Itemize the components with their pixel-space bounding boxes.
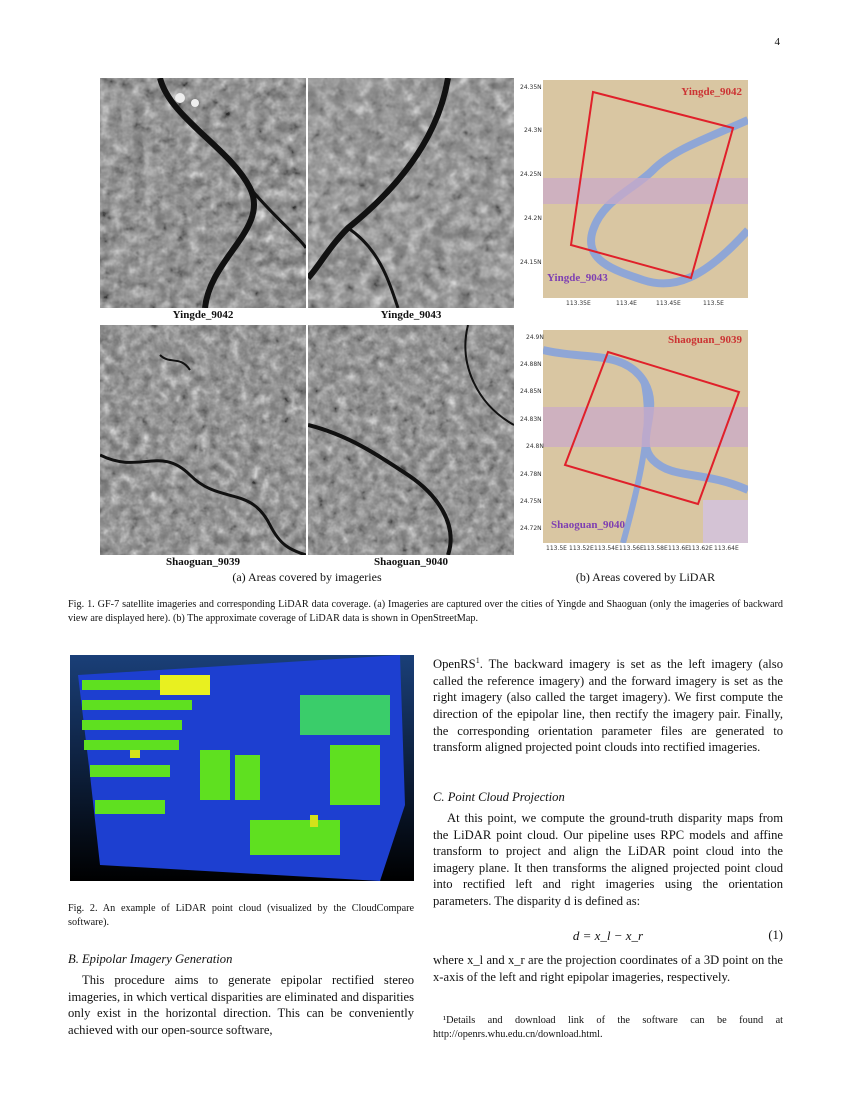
lidar-point-cloud-image [70, 655, 414, 881]
x-tick: 113.54E [594, 545, 619, 552]
map-label-shaoguan-9039: Shaoguan_9039 [668, 334, 742, 346]
y-tick: 24.35N [520, 84, 542, 91]
section-b-paragraph: This procedure aims to generate epipolar rectified stereo imageries, in which vertical disparities are eliminated and disparities only exist in the horizontal direction. This can be conveniently achieved with our open-source software, [68, 973, 414, 1037]
footnote-marker: 1 [475, 656, 480, 665]
x-tick: 113.62E [688, 545, 713, 552]
x-tick: 113.5E [703, 300, 724, 307]
y-tick: 24.25N [520, 171, 542, 178]
panel-label-yingde-9043: Yingde_9043 [380, 309, 442, 321]
para1-text: . The backward imagery is set as the left imagery (also called the reference imagery) and the forward imagery is set as the right imagery (also called the target imagery). We first compute the direction of the epipolar line, then rectify the imagery pair. Finally, the corresponding orientation parameter files are generated to transform aligned projected point clouds into rectified imageries. [433, 657, 783, 755]
x-tick: 113.52E [569, 545, 594, 552]
right-para1 [433, 653, 783, 756]
page-number: 4 [774, 36, 780, 48]
subcaption-a: (a) Areas covered by imageries [232, 570, 382, 584]
disparity-equation: d = x_l − x_r [572, 928, 644, 943]
satellite-image-yingde-9042 [100, 78, 306, 308]
x-tick: 113.56E [619, 545, 644, 552]
y-tick: 24.75N [520, 498, 542, 505]
section-c-title: C. Point Cloud Projection [433, 790, 565, 804]
y-tick: 24.83N [520, 416, 542, 423]
x-tick: 113.5E [546, 545, 567, 552]
section-c-paragraph: At this point, we compute the ground-truth disparity maps from the LiDAR point cloud. Our pipeline uses RPC models and affine transform to project and align the LiDAR point cloud into the imagery plane. It then transforms the aligned projected point cloud into rectified left and right imageries using the orientation parameters. The disparity d is defined as: [433, 811, 783, 908]
y-tick: 24.85N [520, 388, 542, 395]
y-tick: 24.78N [520, 471, 542, 478]
equation-number: (1) [768, 928, 783, 942]
openrs-word: OpenRS [433, 657, 476, 672]
right-para3 [433, 952, 783, 985]
satellite-image-yingde-9043 [308, 78, 514, 308]
map-yingde [543, 80, 748, 298]
y-tick: 24.15N [520, 259, 542, 266]
map-label-yingde-9042: Yingde_9042 [681, 86, 742, 98]
x-tick: 113.4E [616, 300, 637, 307]
section-b-title: B. Epipolar Imagery Generation [68, 952, 233, 966]
x-tick: 113.6E [668, 545, 689, 552]
map-label-yingde-9043: Yingde_9043 [547, 272, 608, 284]
y-tick: 24.2N [524, 215, 542, 222]
y-tick: 24.3N [524, 127, 542, 134]
figure2-caption: Fig. 2. An example of LiDAR point cloud (visualized by the CloudCompare software). [68, 903, 414, 928]
satellite-image-shaoguan-9040 [308, 325, 514, 555]
satellite-image-shaoguan-9039 [100, 325, 306, 555]
map-label-shaoguan-9040: Shaoguan_9040 [551, 519, 625, 531]
x-tick: 113.64E [714, 545, 739, 552]
panel-label-yingde-9042: Yingde_9042 [172, 309, 234, 321]
panel-label-shaoguan-9040: Shaoguan_9040 [374, 556, 448, 568]
subcaption-b: (b) Areas covered by LiDAR [575, 570, 716, 584]
y-tick: 24.8N [526, 443, 544, 450]
x-tick: 113.58E [643, 545, 668, 552]
x-tick: 113.35E [566, 300, 591, 307]
y-tick: 24.72N [520, 525, 542, 532]
para3-text: where x_l and x_r are the projection coordinates of a 3D point on the x-axis of the left and right epipolar imageries, respectively. [433, 953, 783, 984]
right-para2 [433, 810, 783, 910]
y-tick: 24.9N [526, 334, 544, 341]
section-b-text [68, 972, 414, 1038]
y-tick: 24.88N [520, 361, 542, 368]
x-tick: 113.45E [656, 300, 681, 307]
panel-label-shaoguan-9039: Shaoguan_9039 [166, 556, 240, 568]
figure1-caption: Fig. 1. GF-7 satellite imageries and corresponding LiDAR data coverage. (a) Imageries are captured over the cities of Yingde and Shaoguan (only the imageries of backward view are displayed here). (b) The approximate coverage of LiDAR data is shown in OpenStreetMap. [68, 599, 783, 624]
map-shaoguan [543, 330, 748, 543]
footnote: ¹Details and download link of the software can be found at http://openrs.whu.edu.cn/download.html. [433, 1015, 783, 1040]
